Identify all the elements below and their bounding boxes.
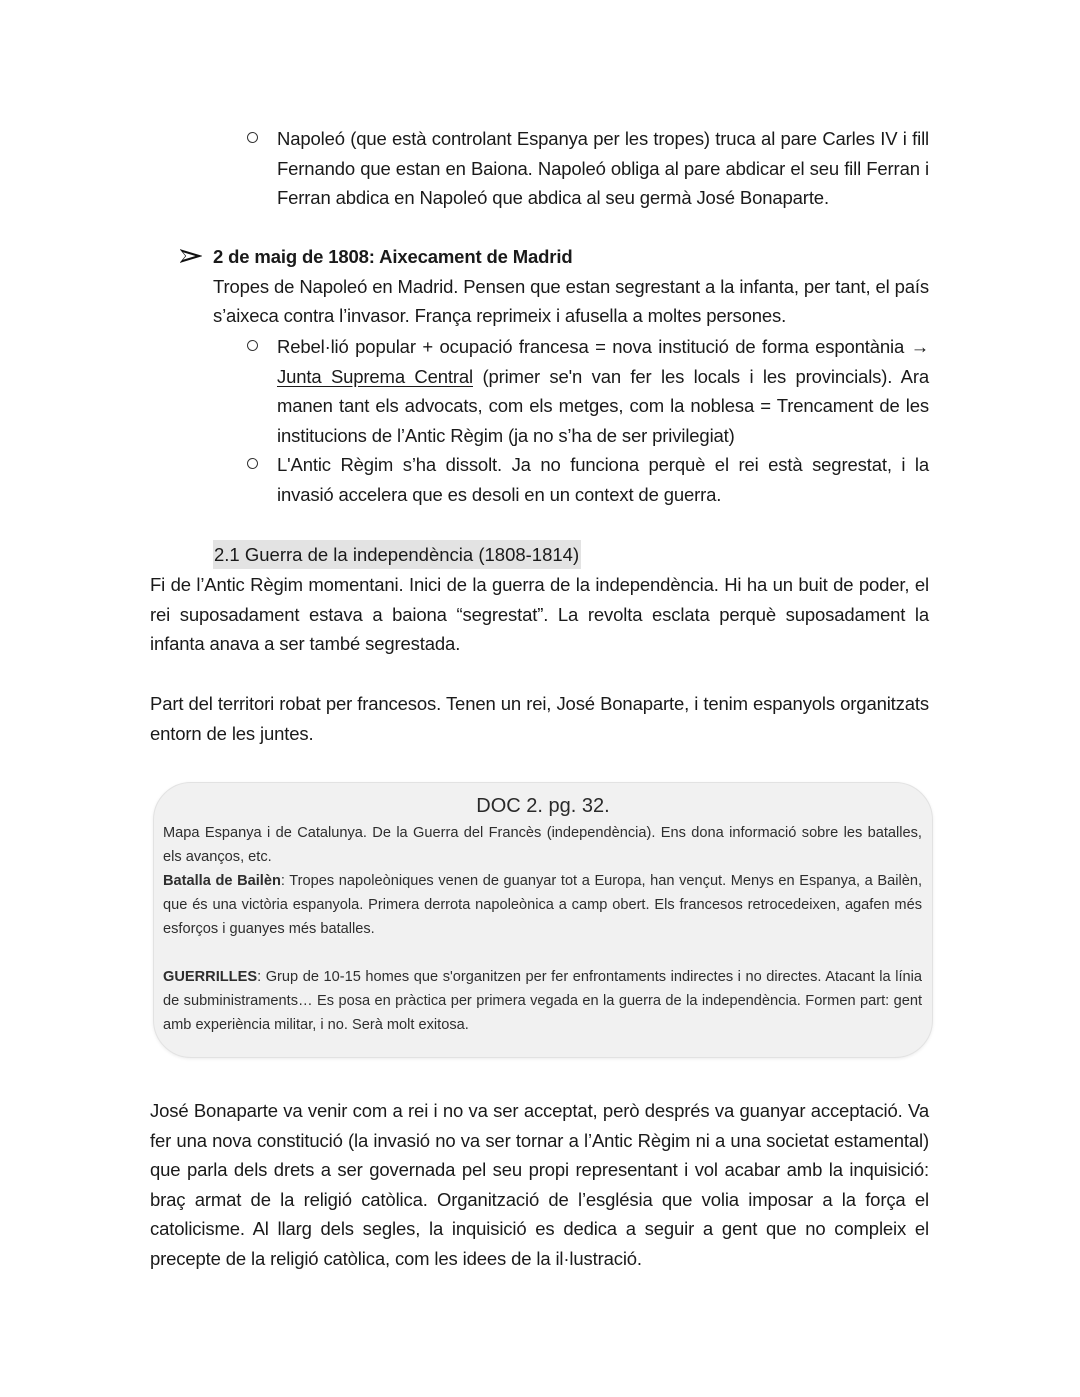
bullet-text: L'Antic Règim s’ha dissolt. Ja no funciona perquè el rei està segrestat, i la invasió accelera que es desoli en un context de guerra. <box>277 454 929 505</box>
paragraph-territori: Part del territori robat per francesos. Tenen un rei, José Bonaparte, i tenim espanyols organitzats entorn de les juntes. <box>150 693 929 744</box>
bullet-text-suffix: (primer se'n van fer les locals i les provincials). Ara manen tant els advocats, com els metges, com la noblesa = Trencament de les institucions de l’Antic Règim (ja no s’ha de ser privilegiat) <box>277 365 930 446</box>
spacer <box>163 941 922 965</box>
bullet-text: Napoleó (que està controlant Espanya per les tropes) truca al pare Carles IV i fill Fernando que estan en Baiona. Napoleó obliga al pare abdicar el seu fill Ferran i Ferran abdica en Napoleó que abdica al seu germà José Bonaparte. <box>277 128 929 209</box>
doc-intro: Mapa Espanya i de Catalunya. De la Guerra del Francès (independència). Ens dona informació sobre les batalles, els avanços, etc. <box>163 825 922 865</box>
guerrilles-label: GUERRILLES <box>163 969 258 985</box>
paragraph-jose-bonaparte: José Bonaparte va venir com a rei i no va ser acceptat, però després va guanyar acceptació. Va fer una nova constitució (la invasió no va ser tornar a l’Antic Règim ni a una societat estamental) que parla dels drets a ser governada pel seu propi representant i vol acabar amb la inquisició: braç armat de la religió catòlica. Organització de l’església que volia imposar a la força el catolicisme. Al llarg dels segles, la inquisició es dedica a seguir a gent que no compleix el precepte de la religió catòlica, com les idees de la il·lustració. <box>150 1100 929 1269</box>
hollow-circle-bullet-icon <box>245 450 265 480</box>
section-body: Tropes de Napoleó en Madrid. Pensen que estan segrestant a la infanta, per tant, el país s’aixeca contra l’invasor. França reprimeix i afusella a moltes persones. <box>213 275 929 327</box>
bullet-text-prefix: Rebel·lió popular + ocupació francesa = nova institució de forma espontània <box>277 336 911 357</box>
section-heading-guerra-independencia: 2.1 Guerra de la independència (1808-1814) <box>213 540 581 569</box>
madrid-bullet-list <box>245 332 929 510</box>
paragraph-fi-antic-regim: Fi de l’Antic Règim momentani. Inici de la guerra de la independència. Hi ha un buit de poder, el rei suposadament estava a baiona “segrestat”. La revolta esclata perquè suposadament la infanta anava a ser també segrestada. <box>150 574 929 655</box>
bailen-label: Batalla de Bailèn <box>163 873 281 889</box>
hollow-circle-bullet-icon <box>245 124 265 154</box>
section-title: 2 de maig de 1808: Aixecament de Madrid <box>213 246 573 267</box>
doc-bailen <box>163 869 922 941</box>
arrowhead-bullet-icon <box>180 242 204 272</box>
list-item <box>245 332 929 450</box>
doc-callout-box <box>153 782 933 1058</box>
hollow-circle-bullet-icon <box>245 332 265 362</box>
list-item <box>245 450 929 509</box>
junta-suprema-central-link[interactable]: Junta Suprema Central <box>277 365 473 387</box>
doc-title: DOC 2. pg. 32. <box>476 795 610 817</box>
guerrilles-text: : Grup de 10-15 homes que s'organitzen per fer enfrontaments indirectes i no directes. Atacant la línia de subministraments… Es posa en pràctica per primera vegada en la guerra de la independència. Formen part: gent amb experiència militar, i no. Serà molt exitosa. <box>163 969 922 1033</box>
doc-guerrilles <box>163 965 922 1037</box>
bailen-text: : Tropes napoleòniques venen de guanyar tot a Europa, han vençut. Menys en Espanya, a Bailèn, que és una victòria espanyola. Primera derrota napoleònica a camp obert. Els francesos retrocedeixen, agafen més esforços i guanyes més batalles. <box>163 873 923 937</box>
intro-bullet-list <box>245 124 929 213</box>
right-arrow-icon: → <box>910 336 929 357</box>
list-item <box>245 124 929 213</box>
doc-content <box>163 821 922 1037</box>
